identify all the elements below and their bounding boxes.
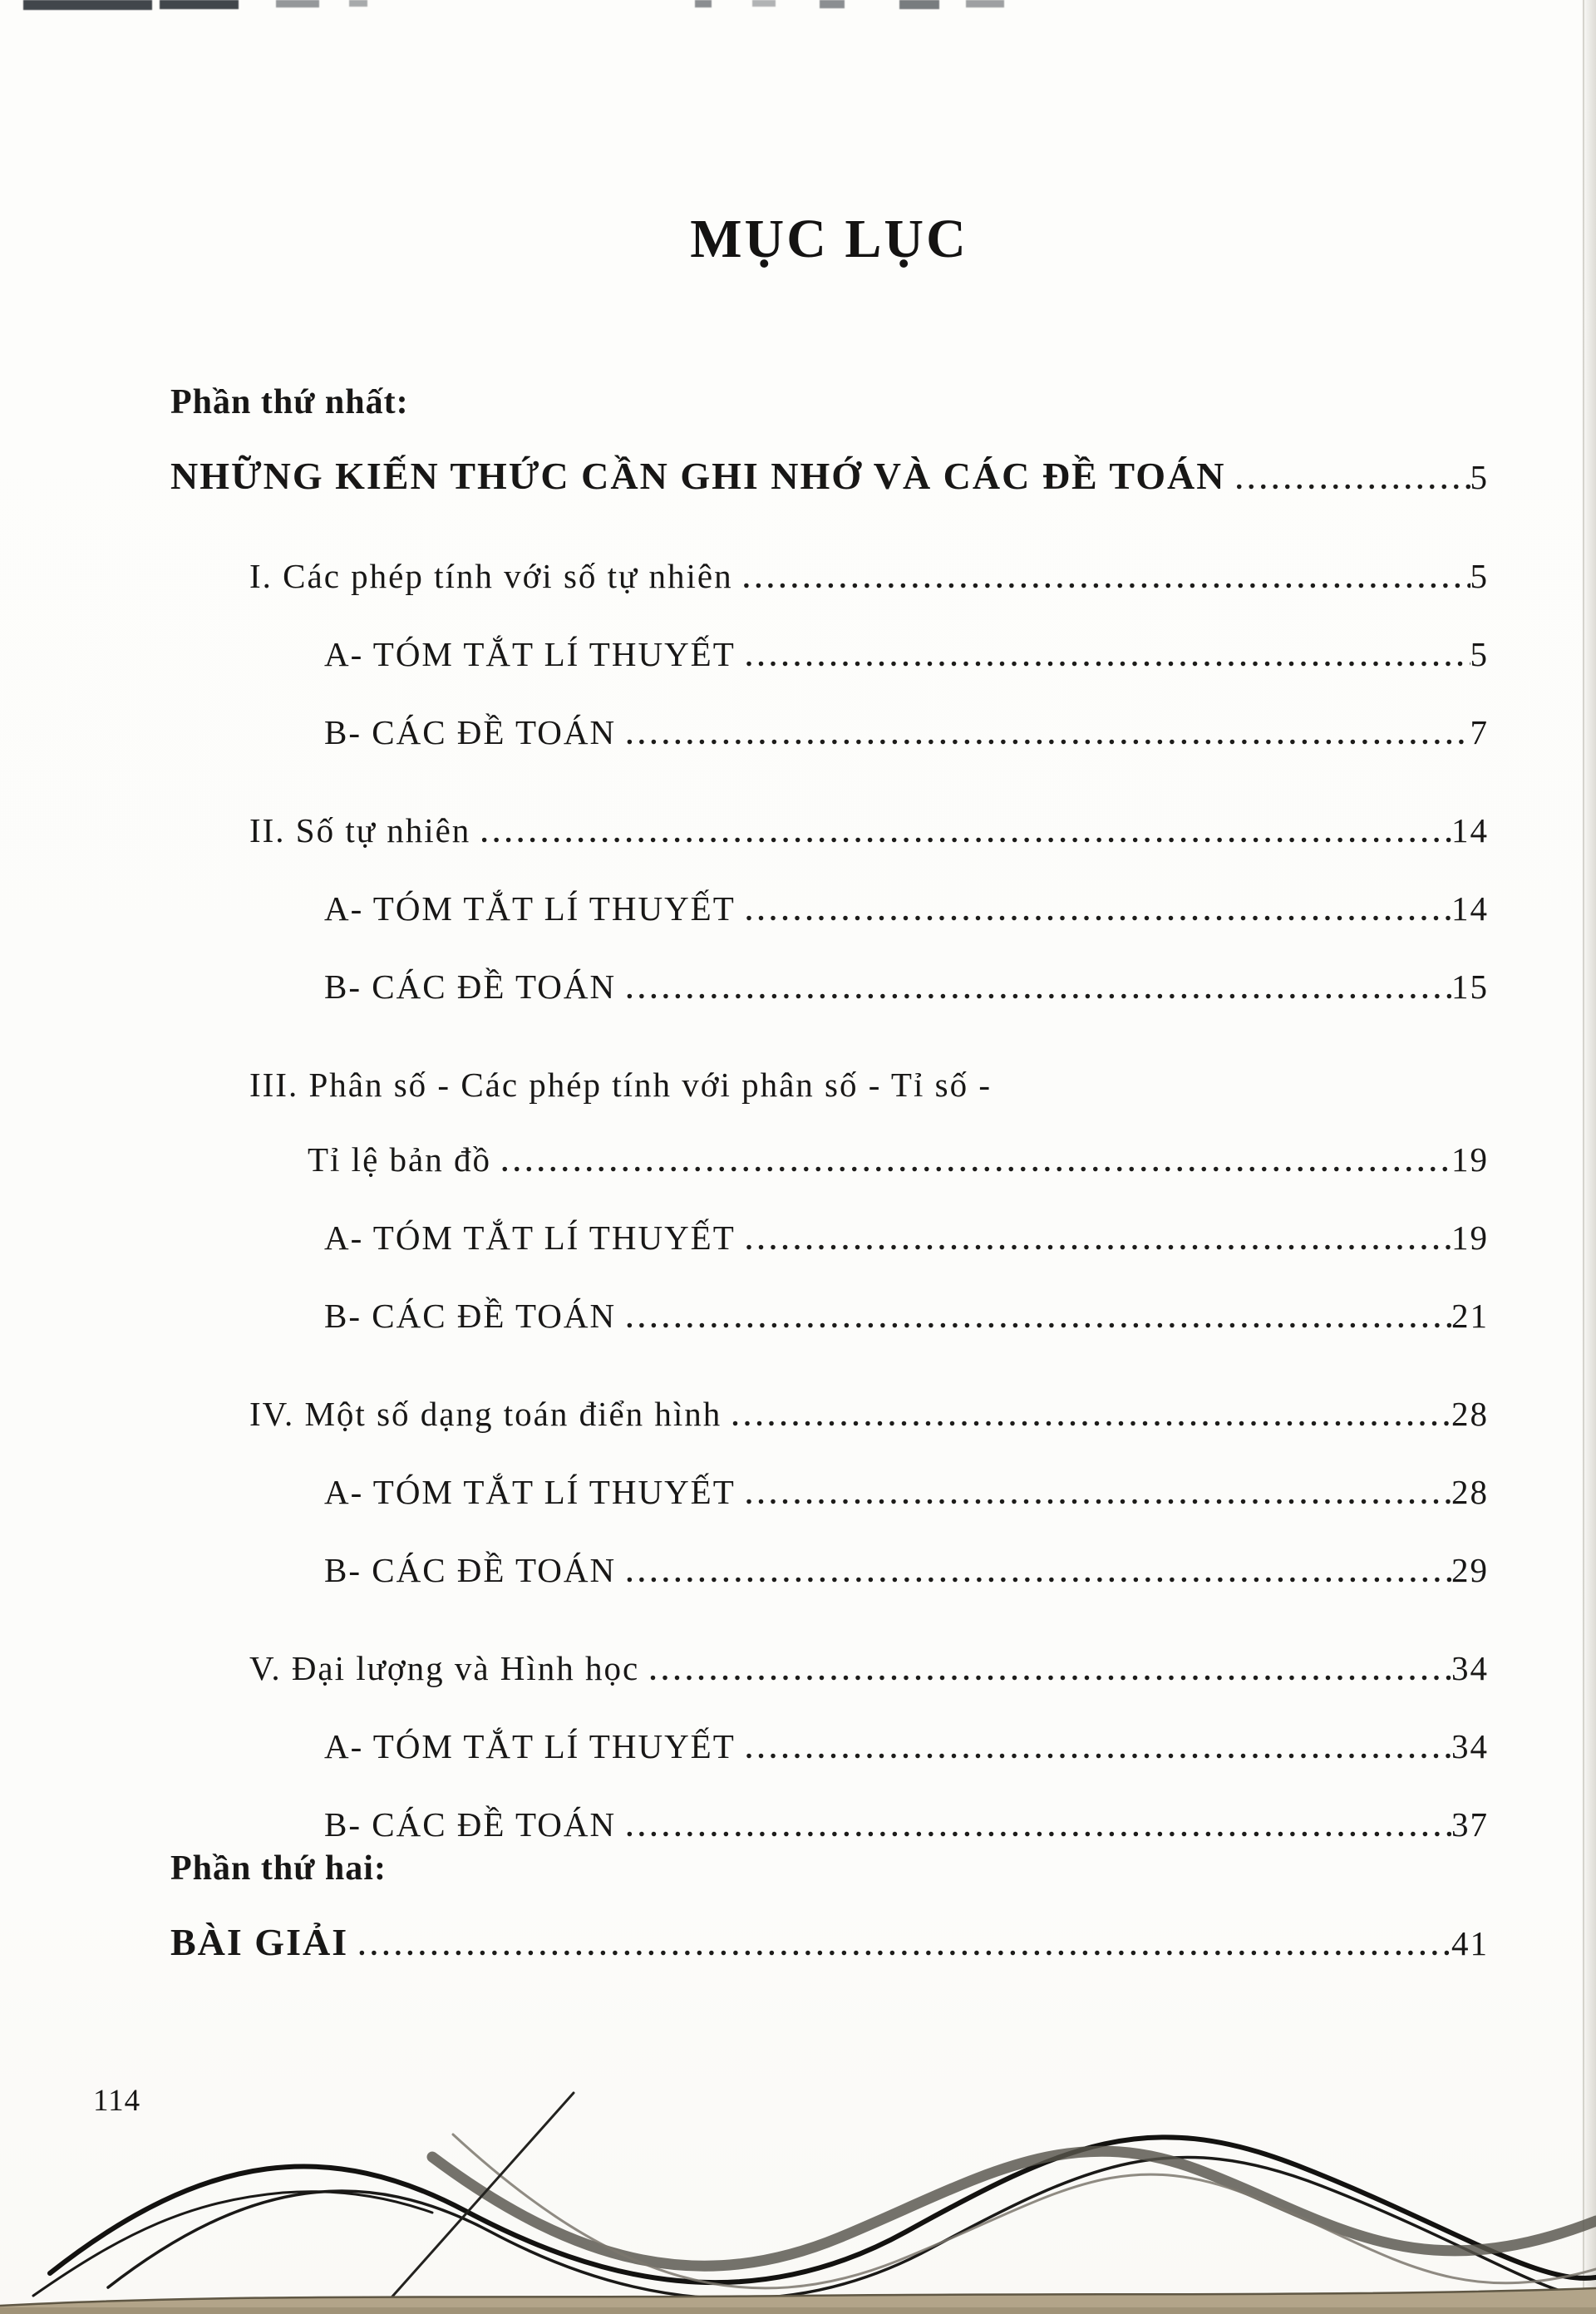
scan-artifact <box>695 0 712 7</box>
scan-artifact <box>23 0 152 10</box>
toc-entry-title: III. Phân số - Các phép tính với phân số - Tỉ số - <box>249 1066 992 1104</box>
page-title: MỤC LỤC <box>690 209 968 269</box>
scan-artifact <box>899 0 939 9</box>
dot-leader <box>491 1125 1451 1200</box>
toc-entry-title: A- TÓM TẮT LÍ THUYẾT <box>324 1473 736 1511</box>
toc-row <box>170 793 1489 871</box>
toc-row-part-one <box>170 439 1489 518</box>
toc-entry-title: V. Đại lượng và Hình học <box>249 1649 640 1687</box>
toc-entry-title: B- CÁC ĐỀ TOÁN <box>324 1551 617 1589</box>
scan-artifact <box>820 0 845 8</box>
dot-leader <box>616 953 1451 1027</box>
toc-page-number: 29 <box>1451 1551 1489 1589</box>
toc-section-rows <box>170 539 1489 1865</box>
dot-leader <box>616 698 1470 773</box>
toc-entry-title: I. Các phép tính với số tự nhiên <box>249 557 733 595</box>
toc-entry-title: II. Số tự nhiên <box>249 811 471 849</box>
dot-leader <box>1225 443 1470 518</box>
toc-entry-title: A- TÓM TẮT LÍ THUYẾT <box>324 1727 736 1765</box>
toc-row <box>170 1047 1489 1122</box>
dot-leader <box>348 1909 1451 1984</box>
toc-row <box>170 1278 1489 1356</box>
dot-leader <box>736 1712 1451 1787</box>
toc-row <box>170 1533 1489 1611</box>
toc-entry-title: BÀI GIẢI <box>170 1921 349 1963</box>
toc-page-number: 14 <box>1451 811 1489 849</box>
toc-entry-title: B- CÁC ĐỀ TOÁN <box>324 713 617 751</box>
toc-page-number: 37 <box>1451 1805 1489 1844</box>
toc-page-number: 5 <box>1470 458 1489 496</box>
toc-row <box>170 1631 1489 1709</box>
toc-page-number: 19 <box>1451 1219 1489 1257</box>
toc-row <box>170 1376 1489 1455</box>
dot-leader <box>736 620 1470 695</box>
toc-page-number: 5 <box>1470 635 1489 673</box>
toc-page-number: 14 <box>1451 889 1489 928</box>
toc-row <box>170 1709 1489 1787</box>
toc-entry-title: NHỮNG KIẾN THỨC CẦN GHI NHỚ VÀ CÁC ĐỀ TOÁN <box>170 455 1226 497</box>
toc-row <box>170 539 1489 617</box>
toc-entry-title: B- CÁC ĐỀ TOÁN <box>324 1297 617 1335</box>
toc-page-number: 15 <box>1451 967 1489 1006</box>
scan-artifact <box>966 0 1004 7</box>
toc-page-number: 21 <box>1451 1297 1489 1335</box>
dot-leader <box>616 1282 1451 1356</box>
part-one-label: Phần thứ nhất: <box>170 383 409 421</box>
toc-row <box>170 1122 1489 1200</box>
toc-entry-title: IV. Một số dạng toán điển hình <box>249 1395 722 1433</box>
toc-page-number: 34 <box>1451 1727 1489 1765</box>
toc-page-number: 5 <box>1470 557 1489 595</box>
toc-row-part-two <box>170 1905 1489 1984</box>
toc-entry-title: A- TÓM TẮT LÍ THUYẾT <box>324 635 736 673</box>
toc-entry-title: A- TÓM TẮT LÍ THUYẾT <box>324 1219 736 1257</box>
toc-page-number: 28 <box>1451 1395 1489 1433</box>
toc-row <box>170 1455 1489 1533</box>
toc-row <box>170 1200 1489 1278</box>
scan-artifact <box>349 0 367 7</box>
table-of-contents <box>170 366 1489 1963</box>
dot-leader <box>736 874 1451 949</box>
toc-entry-title: B- CÁC ĐỀ TOÁN <box>324 967 617 1006</box>
toc-page-number: 19 <box>1451 1140 1489 1179</box>
dot-leader <box>733 542 1470 617</box>
dot-leader <box>639 1634 1451 1709</box>
toc-page-number: 7 <box>1470 713 1489 751</box>
toc-page-number: 41 <box>1451 1924 1489 1962</box>
toc-row <box>170 695 1489 773</box>
toc-row <box>170 949 1489 1027</box>
toc-page-number: 28 <box>1451 1473 1489 1511</box>
toc-entry-title: B- CÁC ĐỀ TOÁN <box>324 1805 617 1844</box>
toc-entry-title: Tỉ lệ bản đồ <box>308 1140 491 1179</box>
scan-artifact <box>160 0 239 9</box>
toc-page-number: 34 <box>1451 1649 1489 1687</box>
toc-row <box>170 617 1489 695</box>
page-right-edge-line <box>1583 0 1584 2314</box>
dot-leader <box>736 1458 1451 1533</box>
page-bottom-edge <box>0 2284 1596 2314</box>
scan-artifact <box>752 0 776 7</box>
folio-page-number: 114 <box>93 2084 141 2118</box>
part-two-label: Phần thứ hai: <box>170 1849 387 1888</box>
dot-leader <box>736 1204 1451 1278</box>
dot-leader <box>722 1380 1451 1455</box>
scan-artifact <box>276 0 319 7</box>
dot-leader <box>616 1790 1451 1865</box>
toc-row <box>170 871 1489 949</box>
dot-leader <box>616 1536 1451 1611</box>
toc-entry-title: A- TÓM TẮT LÍ THUYẾT <box>324 889 736 928</box>
dot-leader <box>470 796 1451 871</box>
decorative-swoosh-lines <box>0 2070 1596 2314</box>
